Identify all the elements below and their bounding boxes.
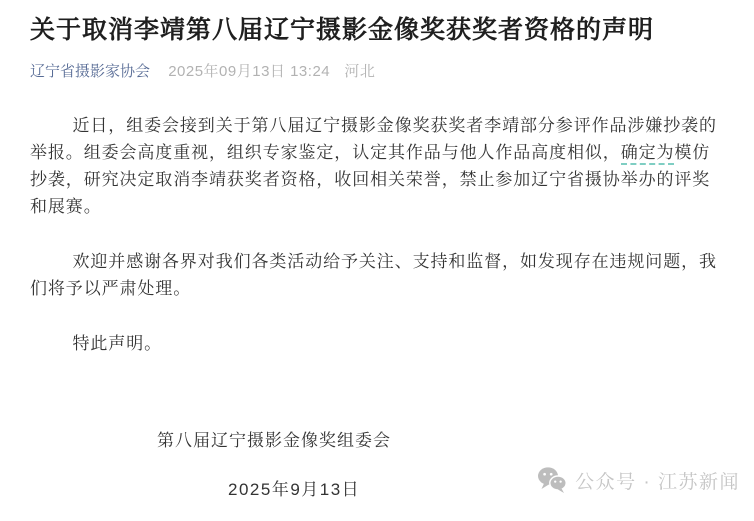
paragraph-2: 欢迎并感谢各界对我们各类活动给予关注、支持和监督，如发现存在违规问题，我们将予以严肃处理。 — [30, 251, 717, 298]
watermark-label: 公众号 · 江苏新闻 — [575, 471, 740, 493]
underlined-phrase: 确定为 — [621, 143, 675, 165]
paragraph-1-text-after: 模仿抄袭，研究决定取消李靖获奖者资格，收回相关荣誉，禁止参加辽宁省摄协举办的评奖和展赛。 — [30, 142, 711, 216]
watermark — [537, 466, 740, 494]
account-name-link[interactable]: 辽宁省摄影家协会 — [30, 62, 151, 80]
statement-date: 2025年9月13日 — [228, 479, 361, 499]
article-title: 关于取消李靖第八届辽宁摄影金像奖获奖者资格的声明 — [30, 16, 655, 44]
wechat-icon — [537, 466, 567, 494]
article-meta — [30, 61, 724, 82]
paragraph-3: 特此声明。 — [72, 333, 162, 353]
publish-location: 河北 — [344, 62, 376, 80]
signature: 第八届辽宁摄影金像奖组委会 — [157, 430, 391, 450]
article-body — [30, 112, 724, 503]
paragraph-1-text: 近日，组委会接到关于第八届辽宁摄影金像奖获奖者李靖部分参评作品涉嫌抄袭的举报。组委会高度重视，组织专家鉴定，认定其作品与他人作品高度相似， — [30, 115, 717, 162]
publish-datetime: 2025年09月13日 13:24 — [168, 62, 331, 80]
paragraph-1 — [30, 112, 724, 220]
